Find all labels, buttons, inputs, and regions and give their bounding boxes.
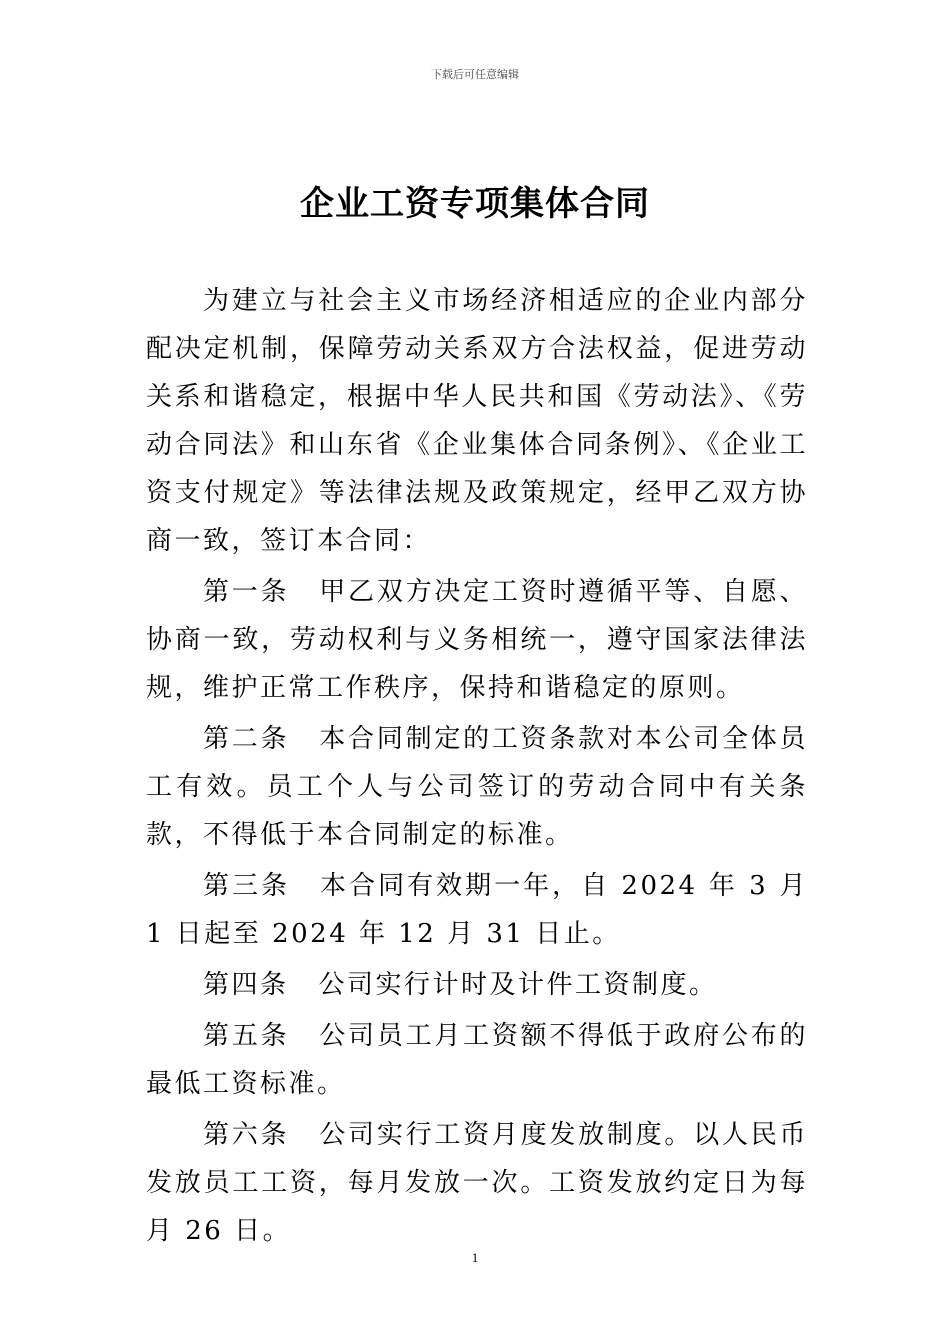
- article-text: 本合同有效期一年，自 2024 年 3 月 1 日起至 2024 年 12 月 31 日止。: [146, 871, 808, 949]
- document-body: [146, 277, 808, 1258]
- article-text: 公司实行工资月度发放制度。以人民币发放员工工资，每月发放一次。工资发放约定日为每月 26 日。: [146, 1120, 808, 1246]
- article-number: 第二条: [203, 724, 290, 754]
- article-text: 本合同制定的工资条款对本公司全体员工有效。员工个人与公司签订的劳动合同中有关条款，不得低于本合同制定的标准。: [146, 724, 808, 850]
- page-number: 1: [471, 1250, 479, 1265]
- article-text: 公司员工月工资额不得低于政府公布的最低工资标准。: [146, 1021, 808, 1099]
- article-number: 第四条: [203, 970, 289, 1000]
- article-5: [146, 1012, 808, 1108]
- article-number: 第六条: [203, 1120, 290, 1150]
- article-number: 第一条: [203, 577, 290, 607]
- article-3: [146, 862, 808, 958]
- article-text: 甲乙双方决定工资时遵循平等、自愿、协商一致，劳动权利与义务相统一，遵守国家法律法规，维护正常工作秩序，保持和谐稳定的原则。: [146, 577, 808, 703]
- preamble-paragraph: 为建立与社会主义市场经济相适应的企业内部分配决定机制，保障劳动关系双方合法权益，促进劳动关系和谐稳定，根据中华人民共和国《劳动法》、《劳动合同法》和山东省《企业集体合同条例》、《企业工资支付规定》等法律法规及政策规定，经甲乙双方协商一致，签订本合同：: [146, 286, 808, 556]
- document-title: 企业工资专项集体合同: [300, 184, 650, 224]
- article-number: 第三条: [203, 871, 291, 901]
- article-6: [146, 1111, 808, 1255]
- article-2: [146, 715, 808, 859]
- page-header-note: 下载后可任意编辑: [431, 68, 519, 81]
- article-1: [146, 568, 808, 712]
- article-text: 公司实行计时及计件工资制度。: [318, 970, 718, 1000]
- article-number: 第五条: [203, 1021, 290, 1051]
- article-4: [146, 961, 808, 1009]
